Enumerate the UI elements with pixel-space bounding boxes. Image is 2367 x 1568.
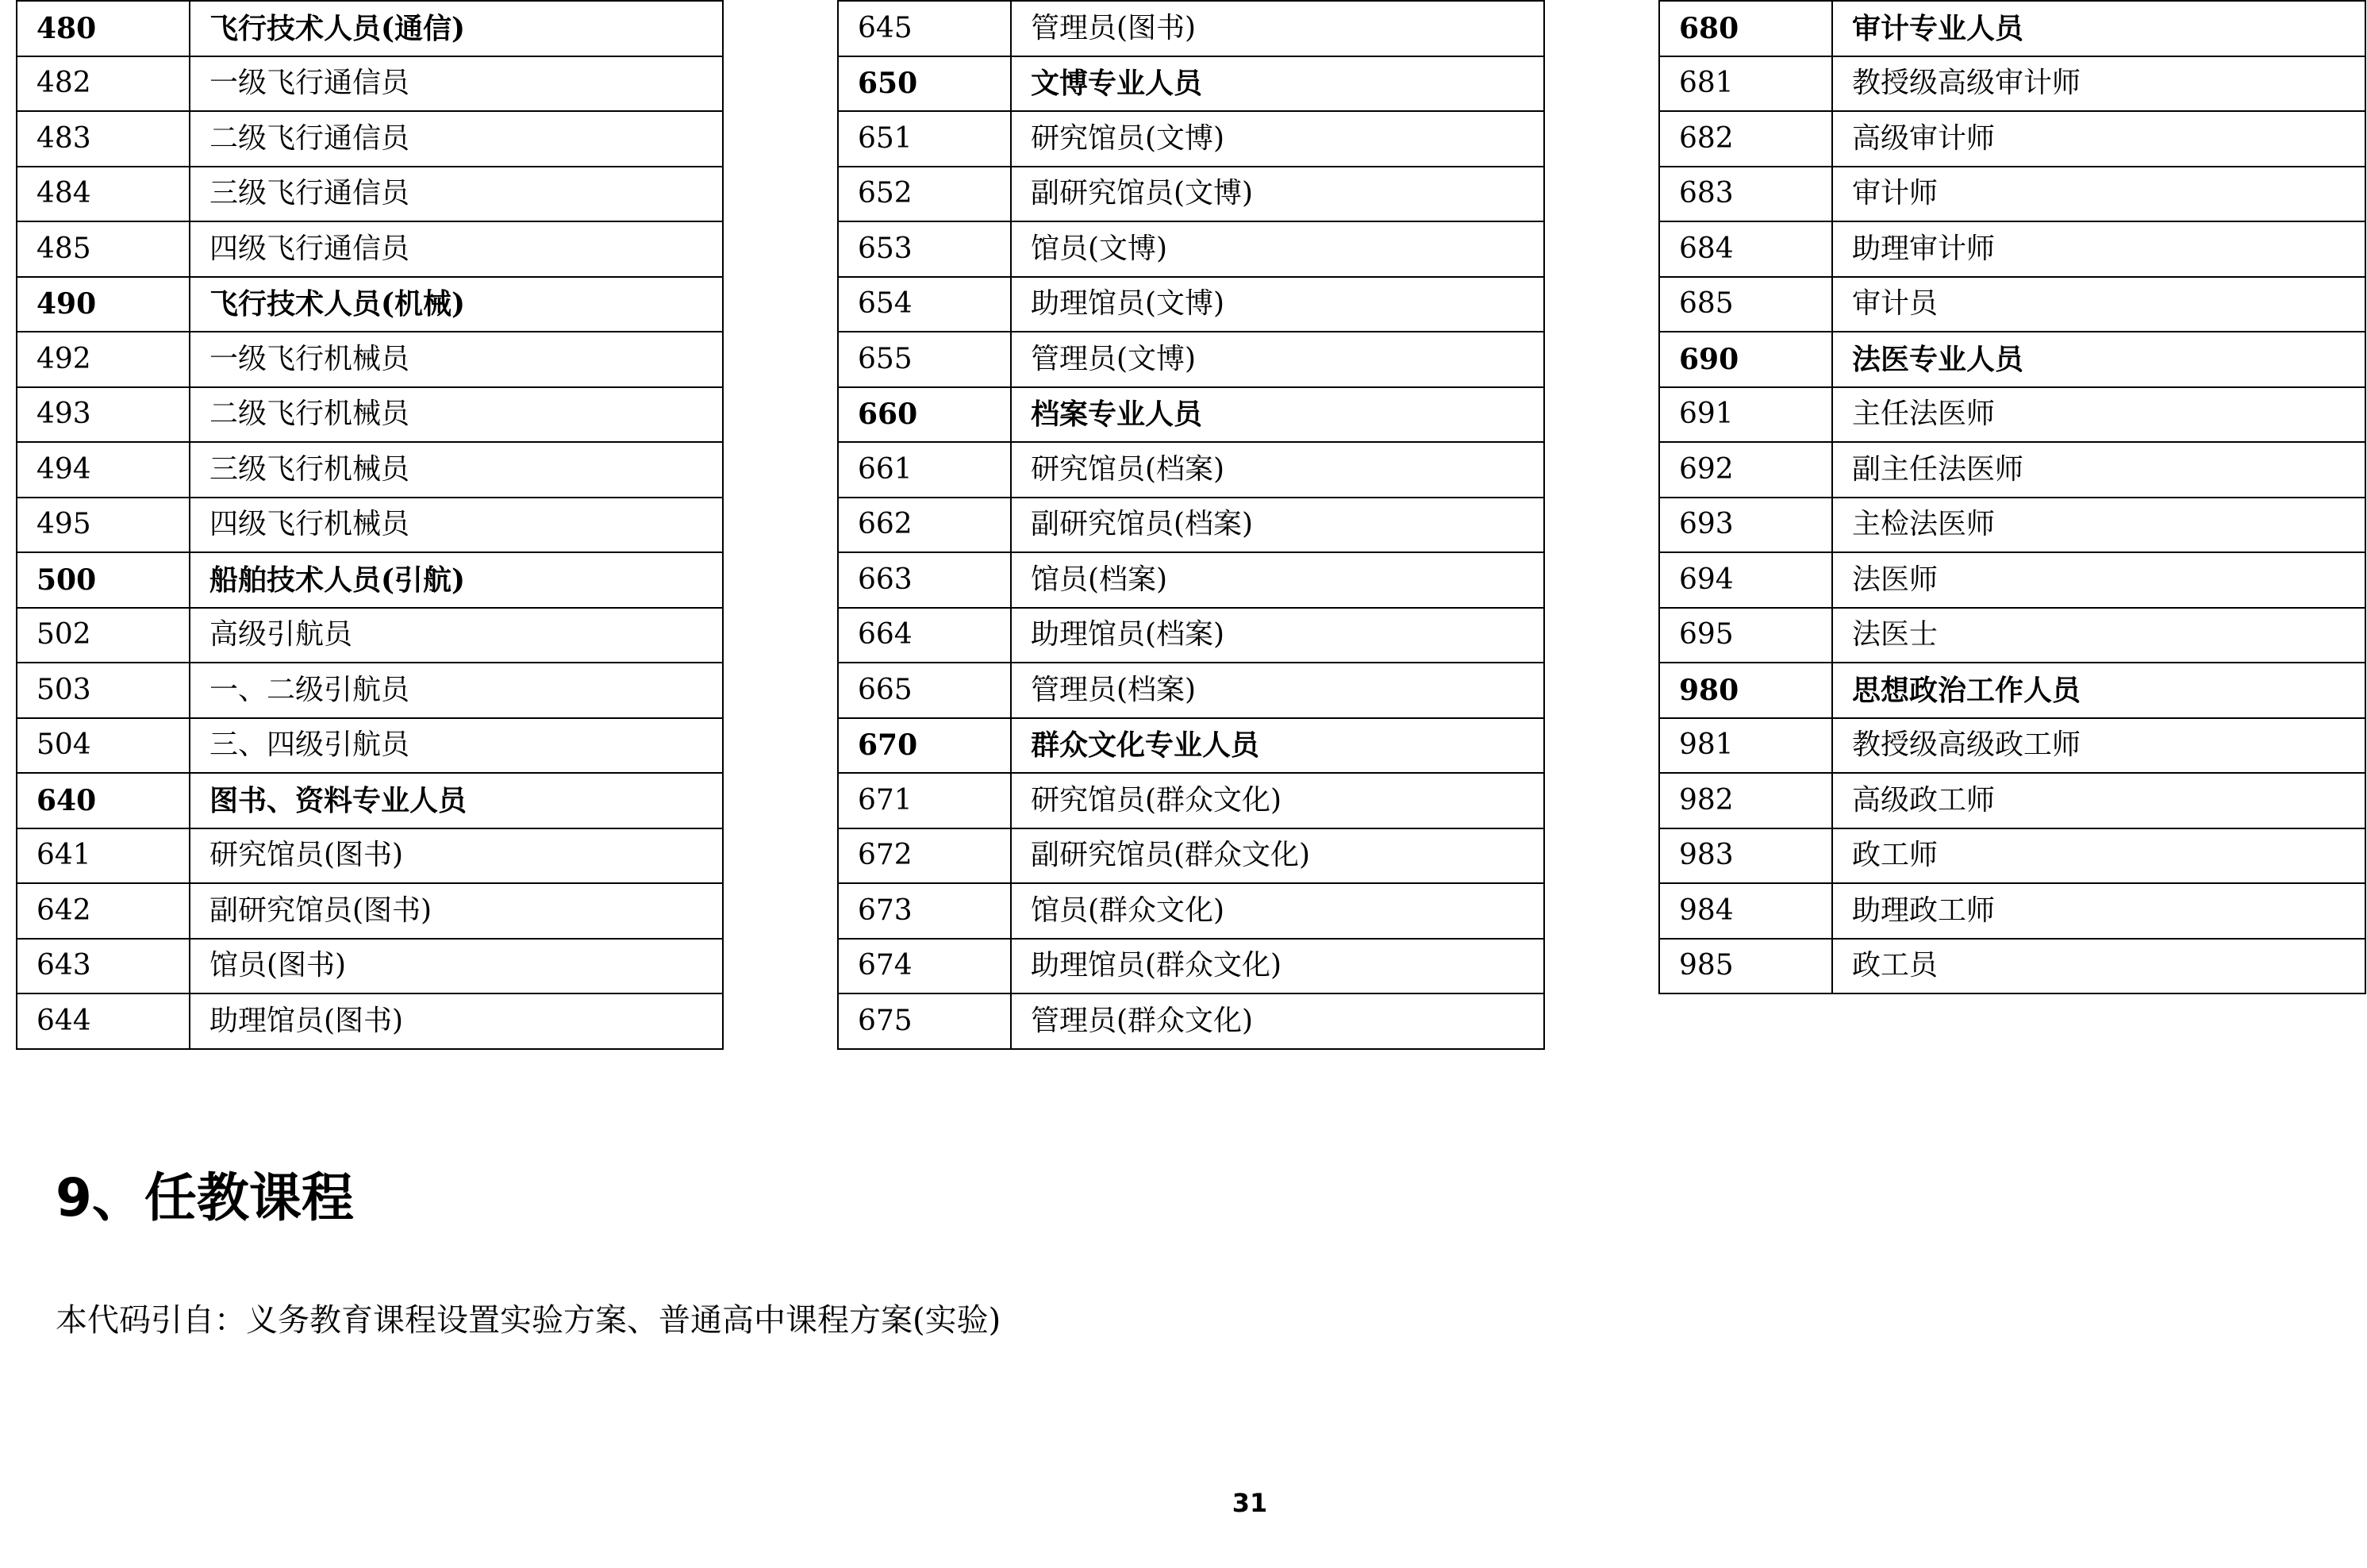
- title-cell: 馆员(图书): [190, 939, 723, 994]
- title-cell: 管理员(文博): [1011, 332, 1544, 387]
- title-cell: 船舶技术人员(引航): [190, 552, 723, 608]
- code-cell: 682: [1659, 111, 1832, 167]
- table-row: [838, 221, 1544, 277]
- code-cell: 503: [17, 663, 190, 718]
- title-cell: 审计师: [1832, 167, 2365, 222]
- table-row: [1659, 332, 2365, 387]
- table-row: [17, 498, 723, 553]
- code-cell: 494: [17, 442, 190, 498]
- title-cell: 管理员(群众文化): [1011, 993, 1544, 1049]
- title-cell: 研究馆员(文博): [1011, 111, 1544, 167]
- code-cell: 693: [1659, 498, 1832, 553]
- table-row: [1659, 663, 2365, 718]
- title-cell: 三级飞行通信员: [190, 167, 723, 222]
- code-cell: 664: [838, 608, 1011, 663]
- source-note: 本代码引自：义务教育课程设置实验方案、普通高中课程方案(实验): [56, 1302, 1001, 1339]
- table-row: [838, 608, 1544, 663]
- table-row: [838, 718, 1544, 774]
- title-cell: 二级飞行通信员: [190, 111, 723, 167]
- code-cell: 492: [17, 332, 190, 387]
- code-cell: 640: [17, 773, 190, 828]
- table-row: [1659, 939, 2365, 994]
- title-cell: 馆员(档案): [1011, 552, 1544, 608]
- code-cell: 985: [1659, 939, 1832, 994]
- table-row: [838, 332, 1544, 387]
- code-cell: 502: [17, 608, 190, 663]
- code-cell: 694: [1659, 552, 1832, 608]
- title-cell: 研究馆员(档案): [1011, 442, 1544, 498]
- title-cell: 主检法医师: [1832, 498, 2365, 553]
- code-cell: 653: [838, 221, 1011, 277]
- title-cell: 高级政工师: [1832, 773, 2365, 828]
- code-cell: 493: [17, 387, 190, 443]
- code-cell: 645: [838, 1, 1011, 56]
- table-row: [838, 552, 1544, 608]
- title-cell: 政工师: [1832, 828, 2365, 884]
- title-cell: 管理员(图书): [1011, 1, 1544, 56]
- table-row: [1659, 498, 2365, 553]
- table-row: [838, 773, 1544, 828]
- title-cell: 群众文化专业人员: [1011, 718, 1544, 774]
- code-cell: 650: [838, 56, 1011, 112]
- code-cell: 663: [838, 552, 1011, 608]
- title-cell: 法医专业人员: [1832, 332, 2365, 387]
- table-row: [1659, 718, 2365, 774]
- code-cell: 482: [17, 56, 190, 112]
- title-cell: 管理员(档案): [1011, 663, 1544, 718]
- table-row: [838, 663, 1544, 718]
- table-row: [17, 773, 723, 828]
- code-cell: 981: [1659, 718, 1832, 774]
- section-heading: 9、任教课程: [56, 1167, 354, 1228]
- title-cell: 助理馆员(档案): [1011, 608, 1544, 663]
- table-row: [17, 663, 723, 718]
- table-row: [1659, 111, 2365, 167]
- table-row: [838, 56, 1544, 112]
- code-cell: 642: [17, 883, 190, 939]
- code-cell: 480: [17, 1, 190, 56]
- table-row: [1659, 828, 2365, 884]
- code-cell: 654: [838, 277, 1011, 332]
- table-row: [838, 167, 1544, 222]
- title-cell: 思想政治工作人员: [1832, 663, 2365, 718]
- title-cell: 三、四级引航员: [190, 718, 723, 774]
- code-cell: 675: [838, 993, 1011, 1049]
- code-cell: 652: [838, 167, 1011, 222]
- table-row: [17, 332, 723, 387]
- table-row: [838, 939, 1544, 994]
- table-row: [17, 718, 723, 774]
- table-row: [17, 442, 723, 498]
- code-cell: 684: [1659, 221, 1832, 277]
- code-cell: 982: [1659, 773, 1832, 828]
- code-cell: 495: [17, 498, 190, 553]
- title-cell: 主任法医师: [1832, 387, 2365, 443]
- title-cell: 一级飞行机械员: [190, 332, 723, 387]
- code-cell: 685: [1659, 277, 1832, 332]
- table-row: [17, 608, 723, 663]
- code-cell: 695: [1659, 608, 1832, 663]
- table-row: [838, 277, 1544, 332]
- code-cell: 643: [17, 939, 190, 994]
- title-cell: 助理馆员(群众文化): [1011, 939, 1544, 994]
- table-row: [1659, 387, 2365, 443]
- code-cell: 680: [1659, 1, 1832, 56]
- title-cell: 副研究馆员(图书): [190, 883, 723, 939]
- title-cell: 高级审计师: [1832, 111, 2365, 167]
- title-cell: 文博专业人员: [1011, 56, 1544, 112]
- code-cell: 691: [1659, 387, 1832, 443]
- title-cell: 二级飞行机械员: [190, 387, 723, 443]
- table-row: [17, 939, 723, 994]
- title-cell: 馆员(群众文化): [1011, 883, 1544, 939]
- code-cell: 644: [17, 993, 190, 1049]
- title-cell: 四级飞行机械员: [190, 498, 723, 553]
- code-cell: 484: [17, 167, 190, 222]
- code-table-3: [1658, 0, 2366, 994]
- table-row: [1659, 221, 2365, 277]
- code-cell: 665: [838, 663, 1011, 718]
- table-row: [1659, 277, 2365, 332]
- title-cell: 助理馆员(图书): [190, 993, 723, 1049]
- title-cell: 四级飞行通信员: [190, 221, 723, 277]
- title-cell: 馆员(文博): [1011, 221, 1544, 277]
- table-row: [838, 883, 1544, 939]
- table-row: [838, 1, 1544, 56]
- title-cell: 飞行技术人员(机械): [190, 277, 723, 332]
- code-table-2: [837, 0, 1545, 1050]
- title-cell: 法医师: [1832, 552, 2365, 608]
- code-cell: 980: [1659, 663, 1832, 718]
- table-row: [17, 221, 723, 277]
- code-cell: 983: [1659, 828, 1832, 884]
- title-cell: 教授级高级政工师: [1832, 718, 2365, 774]
- title-cell: 副研究馆员(群众文化): [1011, 828, 1544, 884]
- title-cell: 一、二级引航员: [190, 663, 723, 718]
- code-cell: 641: [17, 828, 190, 884]
- code-cell: 672: [838, 828, 1011, 884]
- title-cell: 教授级高级审计师: [1832, 56, 2365, 112]
- code-cell: 661: [838, 442, 1011, 498]
- code-cell: 673: [838, 883, 1011, 939]
- title-cell: 政工员: [1832, 939, 2365, 994]
- table-row: [1659, 883, 2365, 939]
- table-row: [17, 552, 723, 608]
- code-table-1: [16, 0, 724, 1050]
- code-cell: 692: [1659, 442, 1832, 498]
- code-cell: 504: [17, 718, 190, 774]
- code-cell: 660: [838, 387, 1011, 443]
- code-cell: 490: [17, 277, 190, 332]
- code-cell: 485: [17, 221, 190, 277]
- table-row: [1659, 1, 2365, 56]
- code-cell: 674: [838, 939, 1011, 994]
- table-row: [17, 167, 723, 222]
- table-row: [838, 993, 1544, 1049]
- title-cell: 审计员: [1832, 277, 2365, 332]
- code-cell: 500: [17, 552, 190, 608]
- code-cell: 671: [838, 773, 1011, 828]
- table-row: [838, 828, 1544, 884]
- code-cell: 690: [1659, 332, 1832, 387]
- title-cell: 副研究馆员(文博): [1011, 167, 1544, 222]
- title-cell: 一级飞行通信员: [190, 56, 723, 112]
- title-cell: 研究馆员(图书): [190, 828, 723, 884]
- title-cell: 法医士: [1832, 608, 2365, 663]
- table-row: [17, 1, 723, 56]
- table-row: [17, 111, 723, 167]
- title-cell: 助理审计师: [1832, 221, 2365, 277]
- title-cell: 高级引航员: [190, 608, 723, 663]
- code-cell: 655: [838, 332, 1011, 387]
- title-cell: 研究馆员(群众文化): [1011, 773, 1544, 828]
- table-row: [17, 883, 723, 939]
- table-row: [17, 56, 723, 112]
- title-cell: 副研究馆员(档案): [1011, 498, 1544, 553]
- table-row: [17, 993, 723, 1049]
- title-cell: 助理馆员(文博): [1011, 277, 1544, 332]
- table-row: [1659, 552, 2365, 608]
- title-cell: 副主任法医师: [1832, 442, 2365, 498]
- table-row: [838, 442, 1544, 498]
- table-row: [838, 111, 1544, 167]
- code-cell: 483: [17, 111, 190, 167]
- code-cell: 984: [1659, 883, 1832, 939]
- title-cell: 助理政工师: [1832, 883, 2365, 939]
- table-row: [1659, 608, 2365, 663]
- code-cell: 681: [1659, 56, 1832, 112]
- table-row: [1659, 773, 2365, 828]
- title-cell: 飞行技术人员(通信): [190, 1, 723, 56]
- table-row: [17, 828, 723, 884]
- table-row: [838, 387, 1544, 443]
- title-cell: 图书、资料专业人员: [190, 773, 723, 828]
- title-cell: 三级飞行机械员: [190, 442, 723, 498]
- table-row: [17, 387, 723, 443]
- code-cell: 670: [838, 718, 1011, 774]
- title-cell: 审计专业人员: [1832, 1, 2365, 56]
- code-cell: 662: [838, 498, 1011, 553]
- code-cell: 651: [838, 111, 1011, 167]
- table-row: [1659, 56, 2365, 112]
- title-cell: 档案专业人员: [1011, 387, 1544, 443]
- code-cell: 683: [1659, 167, 1832, 222]
- table-row: [17, 277, 723, 332]
- page-number: 31: [1232, 1488, 1268, 1518]
- table-row: [1659, 442, 2365, 498]
- table-row: [1659, 167, 2365, 222]
- table-row: [838, 498, 1544, 553]
